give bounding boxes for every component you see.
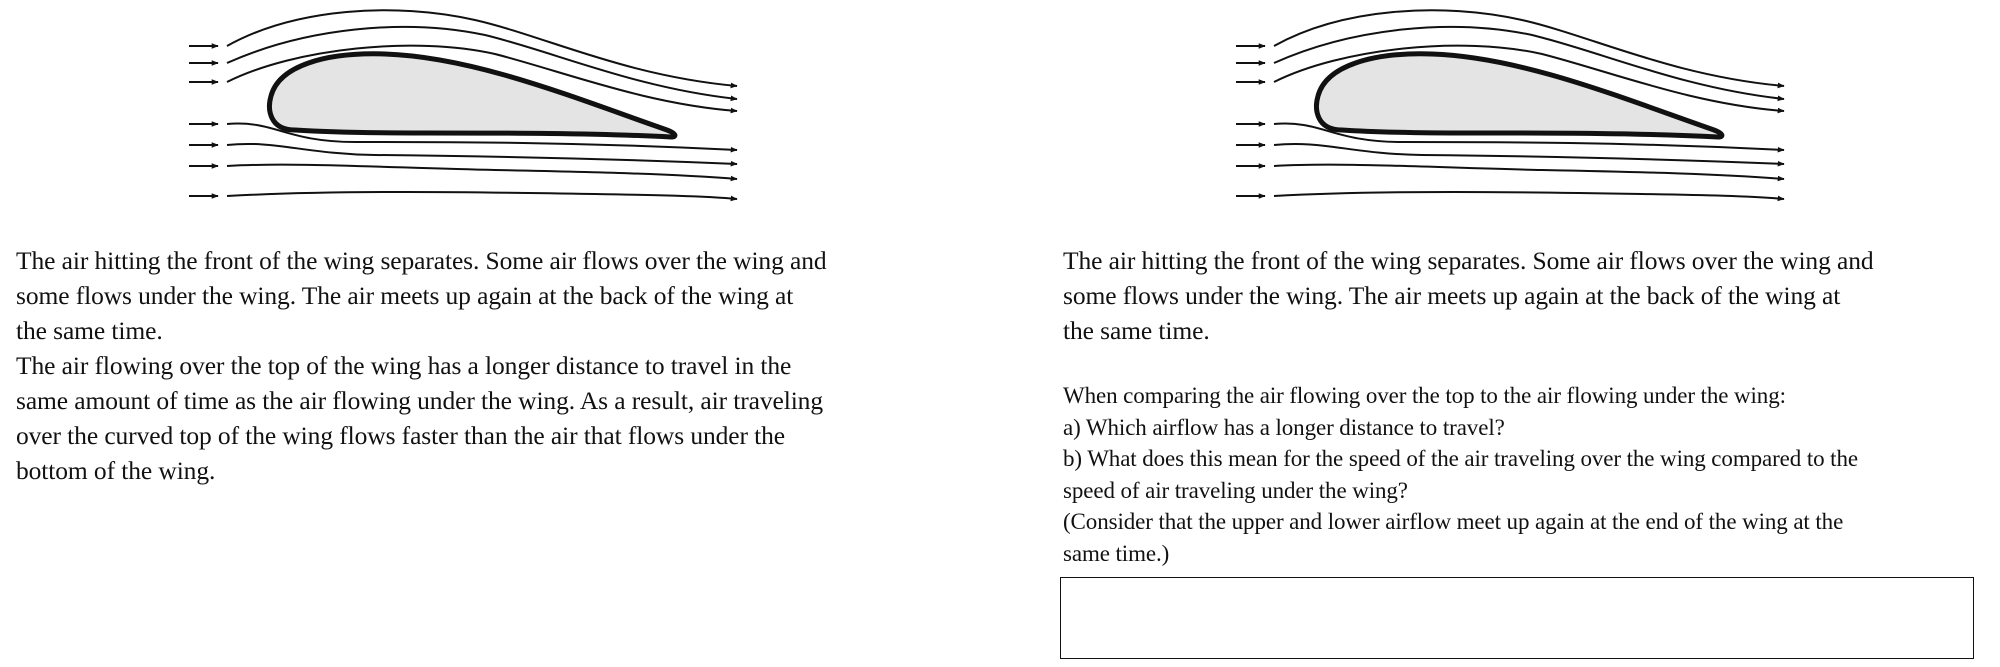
incoming-arrows [1236,46,1265,196]
incoming-arrows [189,46,218,196]
question-item: speed of air traveling under the wing? [1063,477,1408,503]
explanation-text-left [16,243,827,488]
text-line: the same time. [16,316,163,345]
text-line: bottom of the wing. [16,456,216,485]
question-item: a) Which airflow has a longer distance to travel? [1063,414,1505,440]
question-prompt: When comparing the air flowing over the top to the air flowing under the wing: [1063,383,1786,408]
streamline [1274,192,1784,199]
text-line: the same time. [1063,316,1210,345]
text-line: some flows under the wing. The air meets up again at the back of the wing at [1063,281,1841,310]
airflow-svg [1222,0,1822,225]
streamline [227,165,737,179]
airfoil-diagram-right [1222,0,1822,225]
streamline [1274,165,1784,179]
question-item: (Consider that the upper and lower airflow meet up again at the end of the wing at the [1063,509,1844,534]
text-line: same amount of time as the air flowing under the wing. As a result, air traveling [16,386,823,415]
explanation-text-right [1063,243,1874,348]
streamline [227,192,737,199]
text-line: The air hitting the front of the wing separates. Some air flows over the wing and [16,246,827,275]
question-item: same time.) [1063,540,1170,566]
text-line: The air flowing over the top of the wing has a longer distance to travel in the [16,351,792,380]
airflow-svg [175,0,775,225]
wing-airfoil [270,54,675,137]
text-line: some flows under the wing. The air meets up again at the back of the wing at [16,281,794,310]
answer-box[interactable] [1060,577,1974,659]
text-line: The air hitting the front of the wing separates. Some air flows over the wing and [1063,246,1874,275]
question-block [1063,380,1858,569]
wing-airfoil [1317,54,1722,137]
question-item: b) What does this mean for the speed of the air traveling over the wing compared to the [1063,446,1858,471]
text-line: over the curved top of the wing flows faster than the air that flows under the [16,421,786,450]
airfoil-diagram-left [175,0,775,225]
